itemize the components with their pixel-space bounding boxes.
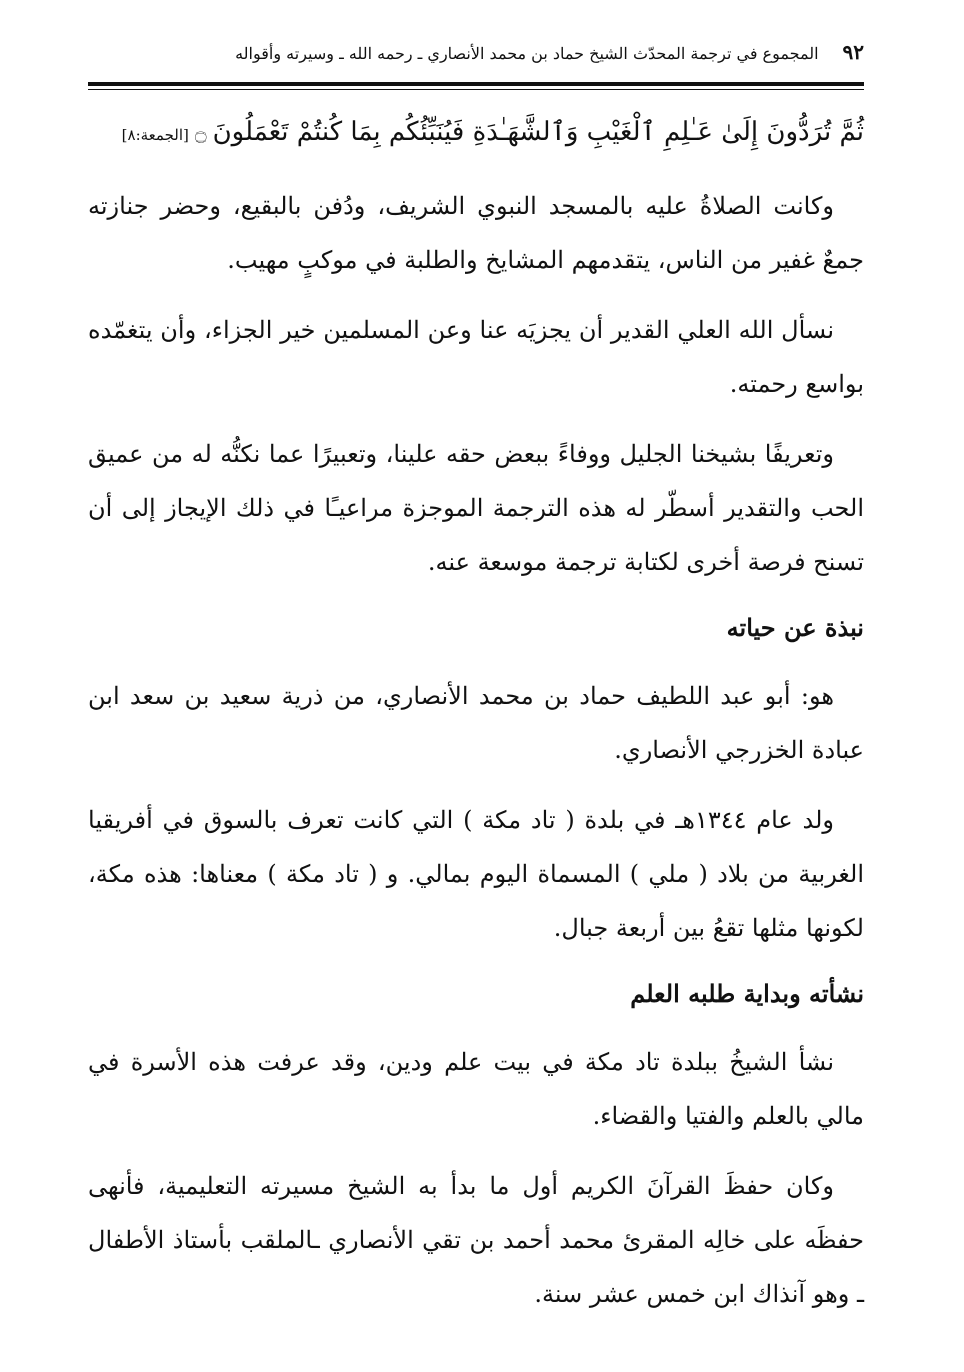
verse-text: ثُمَّ تُرَدُّونَ إِلَىٰ عَـٰلِمِ ٱلْغَيْبِ وَٱلشَّهَـٰدَةِ فَيُنَبِّئُكُم بِمَا كُنتُمْ تَعْمَلُونَ [212, 117, 864, 147]
paragraph-prayer: نسأل الله العلي القدير أن يجزيَه عنا وعن المسلمين خير الجزاء، وأن يتغمّده بواسع رحمته. [88, 316, 864, 398]
quran-verse [88, 104, 864, 163]
header-rule [88, 78, 864, 92]
paragraph-upbringing: نشأ الشيخُ ببلدة تاد مكة في بيت علم ودين، وقد عرفت هذه الأسرة في مالي بالعلم والفتيا والقضاء. [88, 1048, 864, 1130]
page-number: ٩٢ [842, 40, 864, 64]
section-heading-upbringing: نشأته وبداية طلبه العلم [630, 979, 864, 1008]
verse-reference: [الجمعة:٨] [121, 126, 189, 144]
section-heading-biography: نبذة عن حياته [726, 613, 864, 642]
paragraph-lineage: هو: أبو عبد اللطيف حماد بن محمد الأنصاري، من ذرية سعيد بن سعد ابن عبادة الخزرجي الأنصاري. [88, 682, 864, 764]
paragraph-birth: ولد عام ١٣٤٤هـ في بلدة ( تاد مكة ) التي كانت تعرف بالسوق في أفريقيا الغربية من بلاد ( ملي ) المسماة اليوم بمالي. و ( تاد مكة ) معناها: هذه مكة، لكونها مثلها تقعُ بين أربعة جبال. [88, 806, 864, 942]
page-header [88, 40, 864, 78]
running-title: المجموع في ترجمة المحدّث الشيخ حماد بن محمد الأنصاري ـ رحمه الله ـ وسيرته وأقواله [235, 44, 819, 63]
paragraph-quran-memorization: وكان حفظَ القرآنَ الكريم أول ما بدأ به الشيخ مسيرته التعليمية، فأنهى حفظَه على خالِه المقرئ محمد أحمد بن تقي الأنصاري ـالملقب بأستاذ الأطفال ـ وهو آنذاك ابن خمس عشر سنة. [88, 1172, 864, 1308]
paragraph-introduction: وتعريفًا بشيخنا الجليل ووفاءً ببعض حقه علينا، وتعبيرًا عما نكنُّه له من عميق الحب والتقدير أسطّر له هذه الترجمة الموجزة مراعيـًا في ذلك الإيجاز إلى أن تسنح فرصة أخرى لكتابة ترجمة موسعة عنه. [88, 440, 864, 576]
header-rule-thin [88, 89, 864, 90]
book-page [88, 40, 864, 1340]
paragraph-funeral: وكانت الصلاةُ عليه بالمسجد النبوي الشريف، ودُفن بالبقيع، وحضر جنازته جمعٌ غفير من الناس، يتقدمهم المشايخ والطلبة في موكبٍ مهيب. [88, 192, 864, 274]
header-rule-thick [88, 82, 864, 86]
verse-end-ornament-icon: ۝ [194, 121, 207, 145]
